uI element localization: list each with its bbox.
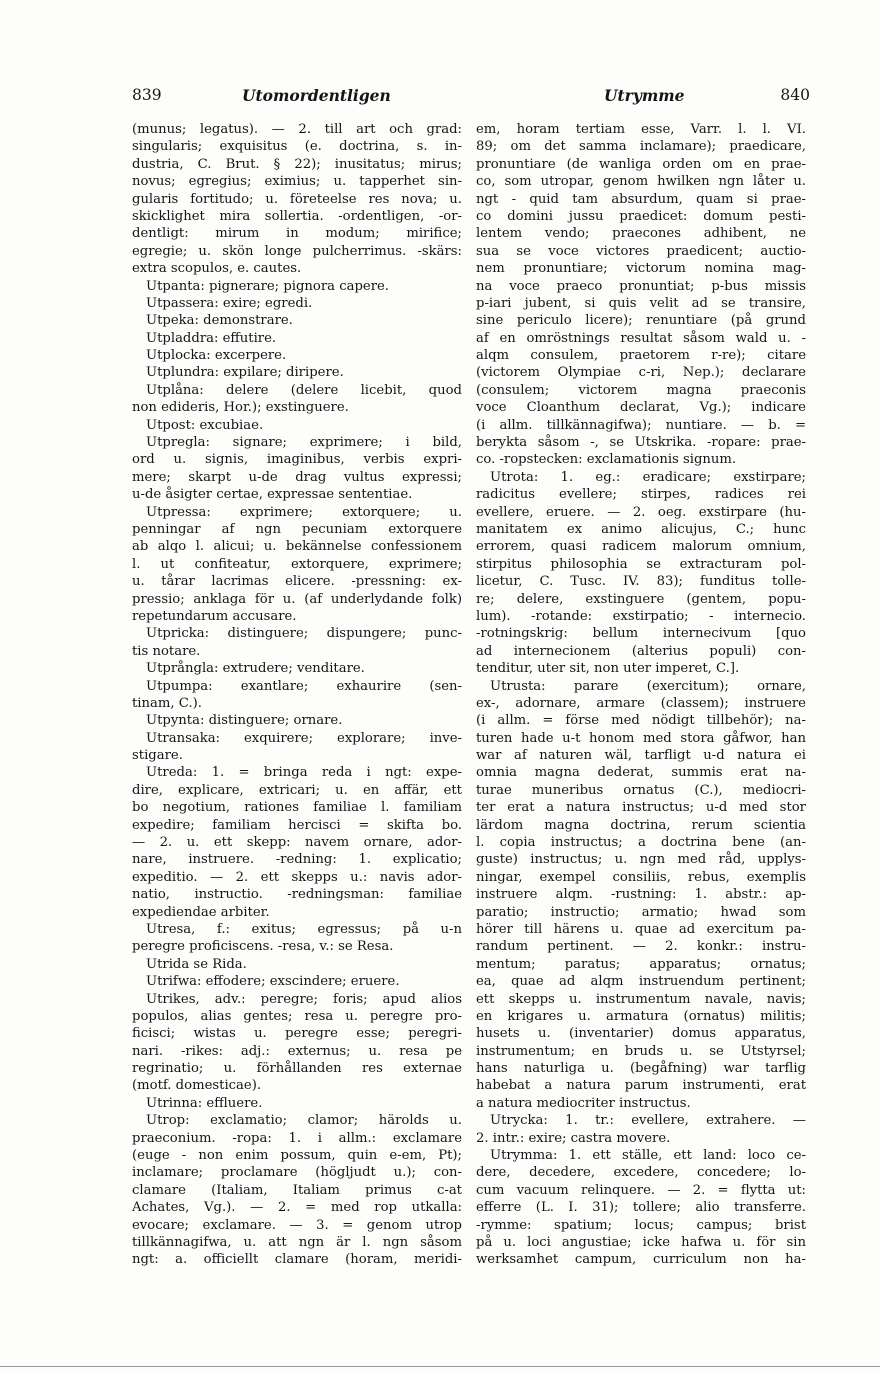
text-line: clamare (Italiam, Italiam primus c-at xyxy=(132,1182,462,1198)
text-line: expediendae arbiter. xyxy=(132,904,270,920)
text-line: Utplocka: excerpere. xyxy=(146,348,287,364)
text-line: på u. loci angustiae; icke hafwa u. för sin xyxy=(476,1235,806,1250)
text-line: berykta såsom -, se Utskrika. -ropare: prae- xyxy=(476,435,806,451)
text-line: Utplåna: delere (delere licebit, quod xyxy=(146,382,462,398)
text-line: ex-, adornare, armare (classem); instruere xyxy=(476,695,806,711)
text-line: novus; egregius; eximius; u. tapperhet sin- xyxy=(132,174,462,190)
text-line: instruere alqm. -rustning: 1. abstr.: ap- xyxy=(476,887,806,903)
text-line: evellere, eruere. — 2. oeg. exstirpare (hu- xyxy=(476,504,806,520)
text-line: -rymme: spatium; locus; campus; brist xyxy=(476,1217,806,1233)
text-line: na voce praeco pronuntiat; p-bus missis xyxy=(476,278,806,294)
text-line: (motf. domesticae). xyxy=(132,1078,262,1094)
text-line: -rotningskrig: bellum internecivum [quo xyxy=(476,626,806,642)
text-line: Utrycka: 1. tr.: evellere, extrahere. — xyxy=(490,1113,806,1129)
text-line: Utransaka: exquirere; explorare; inve- xyxy=(146,730,462,746)
text-line: Utpressa: exprimere; extorquere; u. xyxy=(146,504,462,520)
text-line: Utreda: 1. = bringa reda i ngt: expe- xyxy=(146,765,462,781)
text-line: ea, quae ad alqm instruendum pertinent; xyxy=(476,974,806,990)
text-line: turae muneribus ornatus (C.), mediocri- xyxy=(476,782,806,798)
text-line: Utpost: excubiae. xyxy=(146,417,264,433)
text-line: cum vacuum relinquere. — 2. = flytta ut: xyxy=(476,1182,806,1198)
text-line: lum). -rotande: exstirpatio; - internecio. xyxy=(476,608,806,624)
text-line: en krigares u. armatura (ornatus) militis; xyxy=(476,1008,806,1024)
text-line: ngt - quid tam absurdum, quam si prae- xyxy=(476,191,806,207)
text-line: stirpitus philosophia se extracturam pol- xyxy=(476,556,806,572)
text-line: Utpynta: distinguere; ornare. xyxy=(146,713,343,729)
text-line: — 2. u. ett skepp: navem ornare, ador- xyxy=(132,835,462,851)
text-line: p-iari jubent, si quis velit ad se transire, xyxy=(476,295,806,311)
text-line: Utpladdra: effutire. xyxy=(146,330,277,346)
text-line: radicitus evellere; stirpes, radices rei xyxy=(476,487,806,503)
text-line: ter erat a natura instructus; u-d med stor xyxy=(476,800,806,816)
text-line: Utrinna: effluere. xyxy=(146,1095,263,1111)
text-line: 2. intr.: exire; castra movere. xyxy=(476,1130,671,1146)
text-line: populos, alias gentes; resa u. peregre pro- xyxy=(132,1008,462,1024)
text-line: hans naturliga u. (begåfning) war tarflig xyxy=(476,1061,806,1077)
text-line: egregie; u. skön longe pulcherrimus. -skärs: xyxy=(132,243,462,259)
text-line: inclamare; proclamare (högljudt u.); con- xyxy=(132,1165,462,1181)
text-line: expeditio. — 2. ett skepps u.: navis ador- xyxy=(132,869,462,885)
text-line: Utpumpa: exantlare; exhaurire (sen- xyxy=(146,678,462,694)
text-line: (i allm. = förse med nödigt tillbehör); na- xyxy=(476,713,806,729)
text-line: randum pertinent. — 2. konkr.: instru- xyxy=(476,939,806,955)
text-line: licetur, C. Tusc. IV. 83); funditus tolle- xyxy=(476,574,806,590)
text-line: praeconium. -ropa: 1. i allm.: exclamare xyxy=(132,1130,462,1146)
text-line: tillkännagifwa, u. att ngn är l. ngn såsom xyxy=(132,1235,462,1250)
text-line: dere, decedere, excedere, concedere; lo- xyxy=(476,1165,806,1181)
text-line: non edideris, Hor.); exstinguere. xyxy=(132,400,349,416)
text-line: Utplundra: expilare; diripere. xyxy=(146,365,344,381)
text-line: Utprångla: extrudere; venditare. xyxy=(146,661,365,677)
text-line: (consulem; victorem magna praeconis xyxy=(476,382,806,398)
text-line: co, som utropar, genom hwilken ngn låter u. xyxy=(476,174,806,190)
text-line: Utrifwa: effodere; exscindere; eruere. xyxy=(146,974,400,990)
text-line: ficisci; wistas u. peregre esse; peregri- xyxy=(132,1026,462,1042)
text-line: Utpassera: exire; egredi. xyxy=(146,295,313,311)
running-header xyxy=(132,86,810,110)
text-line: Utrikes, adv.: peregre; foris; apud alios xyxy=(146,991,462,1007)
text-line: alqm consulem, praetorem r-re); citare xyxy=(476,348,806,364)
text-line: a natura mediocriter instructus. xyxy=(476,1095,691,1111)
text-line: mere; skarpt u-de drag vultus expressi; xyxy=(132,469,462,485)
text-line: gularis fortitudo; u. företeelse res nova; u. xyxy=(132,191,462,207)
text-line: ningar, exempel consiliis, rebus, exemplis xyxy=(476,869,806,885)
text-line: sua se voce victores praedicent; auctio- xyxy=(476,243,806,259)
text-line: penningar af ngn pecuniam extorquere xyxy=(132,521,462,537)
text-line: singularis; exquisitus (e. doctrina, s. in- xyxy=(132,139,462,155)
text-line: voce Cloanthum declarat, Vg.); indicare xyxy=(476,400,806,416)
text-line: nari. -rikes: adj.: externus; u. resa pe xyxy=(132,1043,462,1059)
text-line: Utrusta: parare (exercitum); ornare, xyxy=(490,678,806,694)
text-line: husets u. (inventarier) domus apparatus, xyxy=(476,1026,806,1042)
text-line: l. ut confiteatur, extorquere, exprimere; xyxy=(132,556,462,572)
text-line: Utrota: 1. eg.: eradicare; exstirpare; xyxy=(490,469,806,485)
text-line: (munus; legatus). — 2. till art och grad: xyxy=(132,122,462,137)
text-line: (i allm. tillkännagifwa); nuntiare. — b. = xyxy=(476,417,806,433)
text-line: tinam, C.). xyxy=(132,695,202,711)
text-line: ord u. signis, imaginibus, verbis expri- xyxy=(132,452,462,468)
text-line: werksamhet campum, curriculum non ha- xyxy=(476,1252,806,1268)
text-line: dentligt: mirum in modum; mirifice; xyxy=(132,226,462,242)
text-line: ngt: a. officiellt clamare (horam, meridi- xyxy=(132,1252,462,1268)
text-line: repetundarum accusare. xyxy=(132,608,297,624)
text-line: habebat a natura parum instrumenti, erat xyxy=(476,1078,806,1094)
text-line: (victorem Olympiae c-ri, Nep.); declarare xyxy=(476,365,806,381)
text-line: bo negotium, rationes familiae l. familiam xyxy=(132,800,462,816)
text-line: Utpeka: demonstrare. xyxy=(146,313,293,329)
running-headword-left: Utomordentligen xyxy=(242,86,391,105)
text-line: expedire; familiam herciscі = skifta bo. xyxy=(132,817,462,833)
text-line: stigare. xyxy=(132,748,183,764)
text-line: efferre (L. I. 31); tollere; alio transferre. xyxy=(476,1200,806,1216)
text-line: lärdom magna doctrina, rerum scientia xyxy=(476,817,806,833)
left-column xyxy=(132,121,462,1269)
text-line: em, horam tertiam esse, Varr. l. l. VI. xyxy=(476,122,806,137)
text-line: skicklighet mira sollertia. -ordentligen, -or- xyxy=(132,208,462,224)
text-line: guste) instructus; u. ngn med råd, upplys- xyxy=(476,852,806,868)
text-line: pronuntiare (de wanliga orden om en prae- xyxy=(476,156,806,172)
text-line: af en omröstnings resultat såsom wald u. - xyxy=(476,330,806,346)
page-number-left: 839 xyxy=(132,86,162,104)
text-line: dustria, C. Brut. § 22); inusitatus; mirus; xyxy=(132,156,462,172)
text-line: 89; om det samma inclamare); praedicare, xyxy=(476,139,806,155)
text-line: re; delere, exstinguere (gentem, popu- xyxy=(476,591,806,607)
text-line: tenditur, uter sit, non uter imperet, C.]. xyxy=(476,661,740,677)
text-line: war af naturen wäl, tarfligt u-d natura ei xyxy=(476,748,806,764)
running-headword-right: Utrymme xyxy=(604,86,685,105)
text-line: evocare; exclamare. — 3. = genom utrop xyxy=(132,1217,462,1233)
text-line: co domini jussu praedicet: domum pesti- xyxy=(476,208,806,224)
text-line: hörer till härens u. quae ad exercitum pa- xyxy=(476,921,806,937)
text-line: u-de åsigter certae, expressae sententiae. xyxy=(132,487,413,503)
text-line: Utrida se Rida. xyxy=(146,956,247,972)
text-line: dire, explicare, extricari; u. en affär, ett xyxy=(132,782,462,798)
text-line: Achates, Vg.). — 2. = med rop utkalla: xyxy=(132,1200,462,1216)
text-line: ett skepps u. instrumentum navale, navis; xyxy=(476,991,806,1007)
text-line: instrumentum; en bruds u. se Utstyrsel; xyxy=(476,1043,806,1059)
text-line: errorem, quasi radicem malorum omnium, xyxy=(476,539,806,555)
text-line: Utpricka: distinguere; dispungere; punc- xyxy=(146,626,462,642)
text-line: u. tårar lacrimas elicere. -pressning: ex- xyxy=(132,574,462,590)
right-column xyxy=(476,121,806,1269)
text-line: omnia magna dederat, summis erat na- xyxy=(476,765,806,781)
text-line: mentum; paratus; apparatus; ornatus; xyxy=(476,956,806,972)
text-line: peregre proficiscens. -resa, v.: se Resa. xyxy=(132,939,394,955)
text-line: nare, instruere. -redning: 1. explicatio; xyxy=(132,852,462,868)
text-line: Utpanta: pignerare; pignora capere. xyxy=(146,278,390,294)
text-line: ab alqo l. alicui; u. bekännelse confessionem xyxy=(132,539,462,555)
text-line: co. -ropstecken: exclamationis signum. xyxy=(476,452,737,468)
text-line: natio, instructio. -redningsman: familiae xyxy=(132,887,462,903)
text-line: tis notare. xyxy=(132,643,201,659)
text-line: pressio; anklaga för u. (af underlydande folk) xyxy=(132,591,462,607)
text-line: lentem vendo; praecones adhibent, ne xyxy=(476,226,806,242)
text-line: regrinatio; u. förhållanden res externae xyxy=(132,1061,462,1077)
text-line: turen hade u-t honom med stora gåfwor, han xyxy=(476,730,806,746)
text-line: extra scopulos, e. cautes. xyxy=(132,261,302,277)
text-line: paratio; instructio; armatio; hwad som xyxy=(476,904,806,920)
text-line: Utrymma: 1. ett ställe, ett land: loco ce- xyxy=(490,1148,806,1164)
text-line: l. copia instructus; a doctrina bene (an- xyxy=(476,835,806,851)
text-line: sine periculo licere); renuntiare (på grund xyxy=(476,313,806,329)
text-line: Utresa, f.: exitus; egressus; på u-n xyxy=(146,921,462,937)
scan-edge-line xyxy=(0,1366,880,1367)
text-line: (euge - non enim possum, quin e-em, Pt); xyxy=(132,1148,462,1164)
text-line: manitatem ex animo alicujus, C.; hunc xyxy=(476,521,806,537)
text-line: nem pronuntiare; victorum nomina mag- xyxy=(476,261,806,277)
text-line: Utpregla: signare; exprimere; i bild, xyxy=(146,435,462,451)
text-line: Utrop: exclamatio; clamor; härolds u. xyxy=(146,1113,462,1129)
text-line: ad internecionem (alterius populi) con- xyxy=(476,643,806,659)
page-number-right: 840 xyxy=(780,86,810,104)
